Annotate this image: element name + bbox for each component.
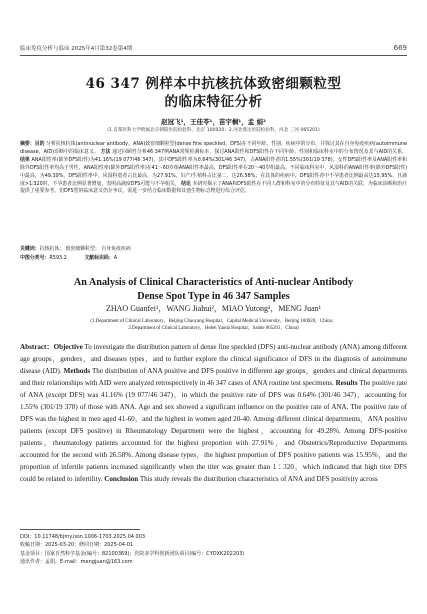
contact-line: 通讯作者：孟娟，E-mail：mengjuan@163.com (20, 559, 133, 566)
chinese-title-line-1: 46 347 例样本中抗核抗体致密细颗粒型 (85, 76, 342, 92)
page-number: 669 (393, 44, 407, 52)
en-results-label: Results (335, 379, 358, 387)
footnote-rule (20, 529, 140, 530)
dates-line: 收稿日期：2025-03-20；修回日期：2025-04-01 (20, 542, 134, 549)
en-methods-text: The distribution of ANA positive and DFS positive in different age groups，genders and clinical departments and their relationships with AID were analyzed retrospectively in 46 347 cases of ANA routine test specimens. (20, 367, 407, 387)
methods-text: 通过回顾性分析46 347例ANA常规检测标本，探讨ANA阳性和DFS阳性在不同年龄、性别和临床科室中的分布情况及其与AID的关系。 (112, 148, 407, 155)
en-results-text: The positive rate of ANA (except DFS) was 41.16% (19 077/46 347)，in which the positive rate of DFS was 0.64% (301/46 347)，accounting for 1.55% (301/19 378) of those with ANA. Age and sex showed a significant influence on the positive rate of ANA. The positive rate of DFS was the highest in men aged 41-60，and the highest in women aged 20-40. Among different clinical departments，ANA positive patients (except DFS positive) in Rheumatology Department were the highest，accounting for 49.28%. Among DFS-positive patients，rheumatology patients accounted for the highest proportion with 27.91%，and Obstetrics/Reproductive Departments accounted for the second with 26.58%. Among disease types，the highest proportion of DFS positive patients was 15.95%，and the proportion of infertile patients increased significantly when the titer was greater than 1∶320，which indicated that high titer DFS could be related to infertility. (20, 379, 408, 483)
english-title-line-2: Dense Spot Type in 46 347 Samples (137, 291, 290, 302)
chinese-abstract (20, 141, 407, 196)
running-header (20, 42, 407, 52)
doi-line: DOI：10.11748/bjmy.issn.1006-1703.2025.04.003 (20, 534, 146, 540)
clc-label: 中图分类号： (20, 255, 50, 261)
english-affiliation-2: 2.Department of Clinical Laboratory，Hebei Yanda Hospital，Sanhe 065201，China) (128, 326, 299, 331)
english-authors: ZHAO Guanfei¹，WANG Jiahui²，MIAO Yutong¹，MENG Juan¹ (105, 304, 322, 313)
keywords-text: 抗核抗体； 致密细颗粒型； 自身免疫疾病 (39, 246, 131, 252)
en-conclusion-text: This study reveals the distribution characteristics of ANA and DFS positivity across (139, 475, 378, 483)
en-methods-label: Methods (63, 367, 91, 375)
doc-code-label: 文献标识码： (84, 255, 114, 261)
english-affiliations (40, 318, 387, 332)
results-label: 结果 (20, 156, 30, 163)
chinese-title (0, 75, 427, 111)
abstract-label: 摘要： (20, 141, 35, 147)
results-text: ANA阳性率(除外DFS阳性)为41.16%(19 077/46 347)，其中DFS阳性率为0.64%(301/46 347)，占ANA阳性者的1.55%(301/19 378)。女性DFS阳性率及ANA阳性率和除外DFS阳性率均高于男性，ANA阳性率(除外DFS阳性率)在41～60岁组ANA阳性率最高，DFS阳性率在20～40岁组最高。不同临床科室中，风湿科的ANA阳性率(除外DFS阳性)中最高，为49.39%，DFS阳性率中，风湿科患者占比最高，为27.91%，妇产/生殖科占比第二，达26.58%；在其体的疾病中，DFS阳性者中不孕患者比例最高达15.95%，且滴度>1∶320时，不孕患者比例显著增加，表明高滴度DFS可能与不孕相关。 (20, 156, 407, 187)
footnotes (20, 533, 407, 567)
conclusion-text: 本研究揭示了ANA和DFS阳性在不同人群和科室中的分布特征及其与AID的关联，为临床诊断和治疗提供了重要参考。但DFS型的临床意义仍存争议，需进一步结合临床数据和其他生物标志物进行综合评估。 (20, 180, 407, 195)
chinese-affiliations: (1.首都医科大学附属北京朝阳医院检验科，北京 100020；2.河北燕达医院检验科，河北 三河 065201) (107, 128, 320, 133)
clc-value: R593.2 (49, 255, 67, 261)
english-affiliation-1: (1.Department of Clinical Laboratory，Beijing Chaoyang Hospital，Capital Medical University，Beijing 100020，China； (90, 319, 337, 324)
conclusion-label: 结论 (181, 180, 191, 187)
journal-issue: 临床免疫分析与临床 2025年4月第32卷第4期 (20, 46, 133, 52)
keywords-label: 关键词： (20, 246, 40, 252)
doc-code-value: A (113, 255, 118, 261)
english-abstract (20, 341, 407, 485)
chinese-keywords (20, 246, 407, 253)
english-title (0, 276, 427, 304)
en-conclusion-label: Conclusion (104, 475, 139, 483)
methods-label: 方法 (100, 148, 111, 155)
objective-text: 分析抗核抗体(antinuclear antibody，ANA)致密细颗粒型(dense fine speckled，DFS)在不同年龄、性别、疾病中的分布，并探讨其在自身免疫疾病(autoimmune disease，AID)诊断中的临床意义。 (20, 141, 407, 155)
en-objective-text: To investigate the distribution pattern of dense fine speckled (DFS) anti-nuclear antibody (ANA) among different age groups，genders，and diseases types，and to further explore the clinical significance of DFS in the diagnosis of autoimmune disease (AID). (20, 343, 407, 375)
chinese-authors: 赵冠飞¹，王佳苓¹，苗宇桐¹，孟 娟² (161, 118, 266, 126)
english-title-line-1: An Analysis of Clinical Characteristics of Anti-nuclear Antibody (73, 277, 354, 288)
fund-line: 基金项目：国家自然科学基金(编号：82100369)；医院多学科创新团队项目(编号：CYDXK202203) (20, 550, 245, 557)
en-objective-label: Objective (53, 343, 83, 351)
classification (20, 255, 407, 262)
header-rule (20, 55, 407, 56)
objective-label: 目的 (34, 141, 45, 147)
en-abstract-label: Abstract： (20, 343, 54, 351)
chinese-title-line-2: 的临床特征分析 (164, 94, 263, 110)
